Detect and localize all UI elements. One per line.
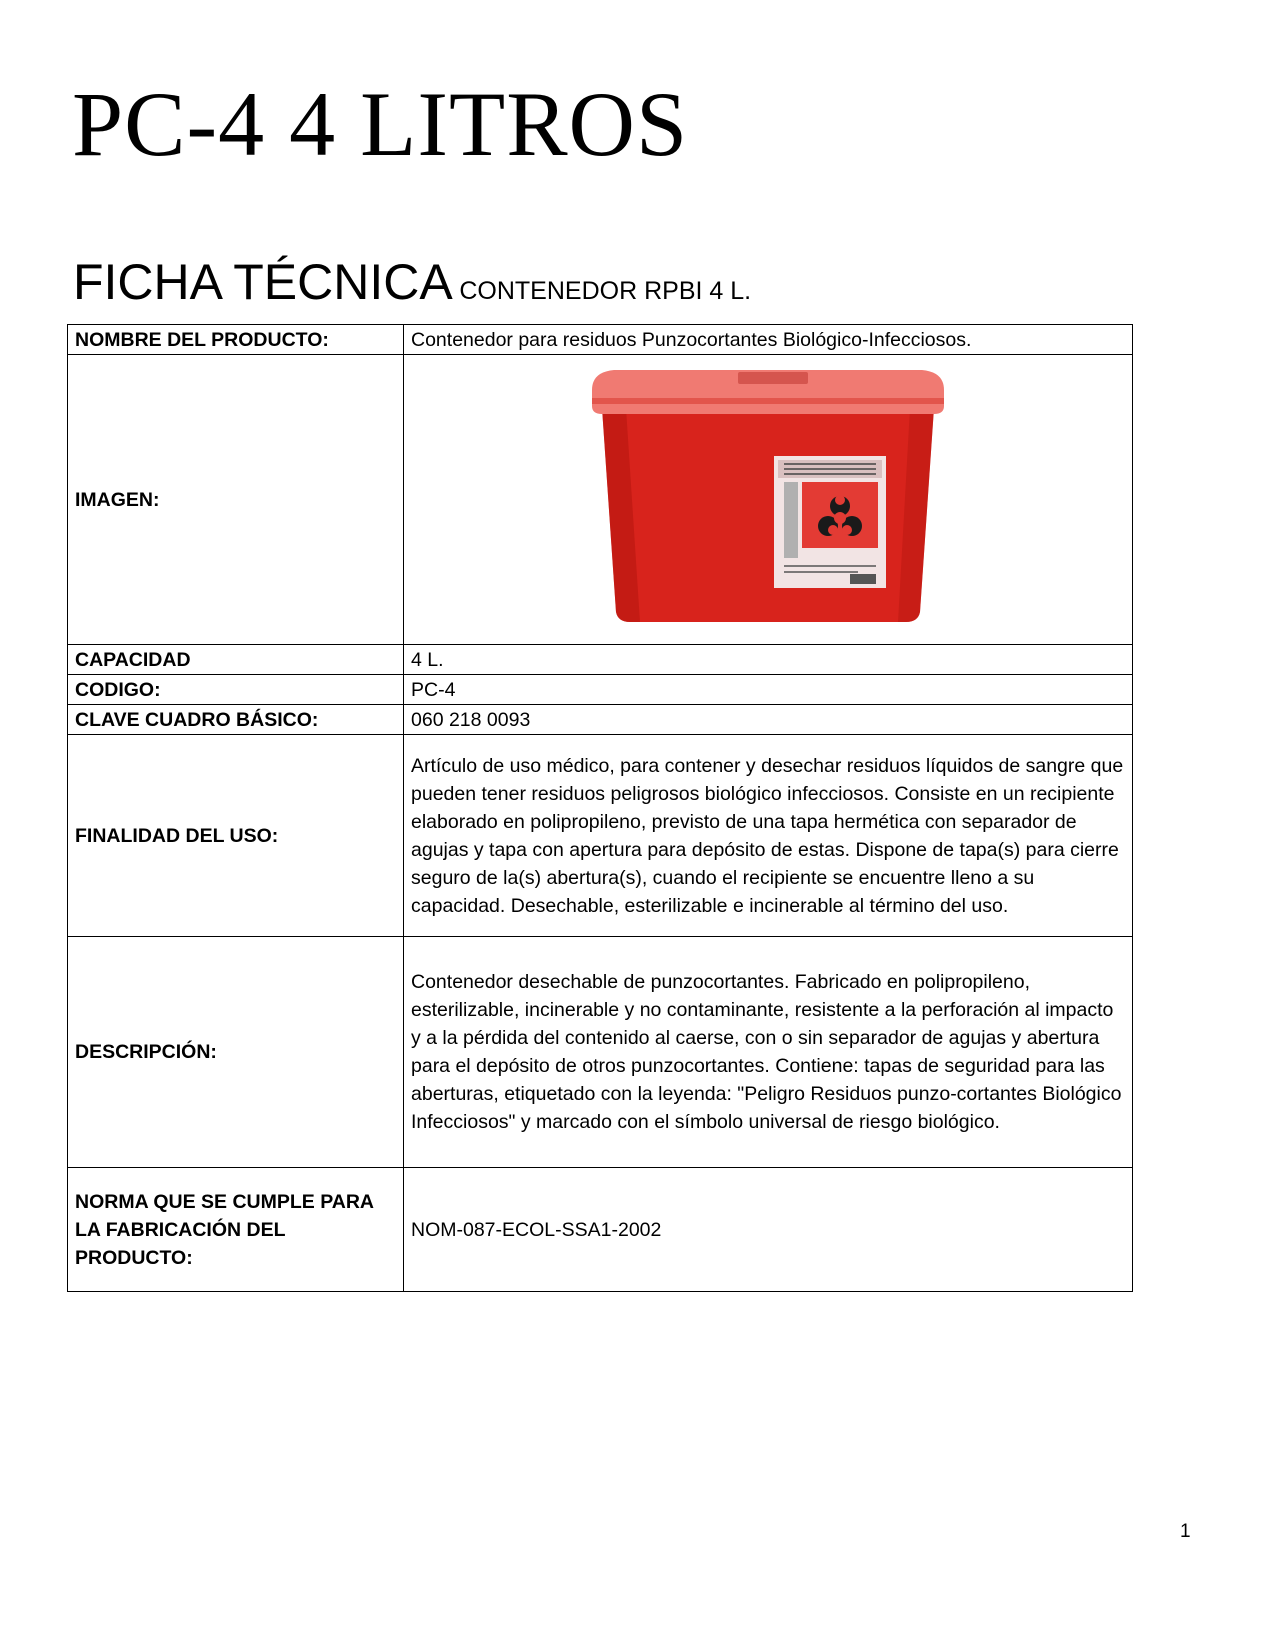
row-value: NOM-087-ECOL-SSA1-2002 (404, 1168, 1133, 1292)
row-label: NOMBRE DEL PRODUCTO: (68, 325, 404, 355)
row-label: CLAVE CUADRO BÁSICO: (68, 705, 404, 735)
row-label: IMAGEN: (68, 355, 404, 645)
sheet-heading-main: FICHA TÉCNICA (73, 254, 453, 310)
row-capacidad (68, 645, 1133, 675)
row-label: CODIGO: (68, 675, 404, 705)
row-value: Artículo de uso médico, para contener y desechar residuos líquidos de sangre que pueden tener residuos peligrosos biológico infecciosos. Consiste en un recipiente elaborado en polipropileno, previsto de una tapa hermética con separador de agujas y tapa con apertura para depósito de estas. Dispone de tapa(s) para cierre seguro de la(s) abertura(s), cuando el recipiente se encuentre lleno a su capacidad. Desechable, esterilizable e incinerable al término del uso. (404, 735, 1133, 937)
sheet-heading-sub: CONTENEDOR RPBI 4 L. (459, 277, 752, 305)
row-norma (68, 1168, 1133, 1292)
document-title: PC-4 4 LITROS (72, 73, 689, 175)
sheet-heading (73, 254, 752, 310)
row-label: FINALIDAD DEL USO: (68, 735, 404, 937)
spec-table (67, 324, 1133, 1292)
row-value: 060 218 0093 (404, 705, 1133, 735)
row-value: Contenedor desechable de punzocortantes. Fabricado en polipropileno, esterilizable, incinerable y no contaminante, resistente a la perforación al impacto y a la pérdida del contenido al caerse, con o sin separador de agujas y abertura para el depósito de otros punzocortantes. Contiene: tapas de seguridad para las aberturas, etiquetado con la leyenda: "Peligro Residuos punzo-cortantes Biológico Infecciosos" y marcado con el símbolo universal de riesgo biológico. (404, 937, 1133, 1168)
row-label: DESCRIPCIÓN: (68, 937, 404, 1168)
row-nombre (68, 325, 1133, 355)
product-image-cell (404, 355, 1133, 645)
row-finalidad (68, 735, 1133, 937)
row-descripcion (68, 937, 1133, 1168)
row-label: CAPACIDAD (68, 645, 404, 675)
row-clave (68, 705, 1133, 735)
page-number: 1 (1180, 1521, 1191, 1542)
red-sharps-container-icon (588, 360, 948, 632)
row-imagen (68, 355, 1133, 645)
row-value: PC-4 (404, 675, 1133, 705)
row-value: 4 L. (404, 645, 1133, 675)
row-codigo (68, 675, 1133, 705)
row-value: Contenedor para residuos Punzocortantes Biológico-Infecciosos. (404, 325, 1133, 355)
row-label: NORMA QUE SE CUMPLE PARA LA FABRICACIÓN DEL PRODUCTO: (68, 1168, 404, 1292)
